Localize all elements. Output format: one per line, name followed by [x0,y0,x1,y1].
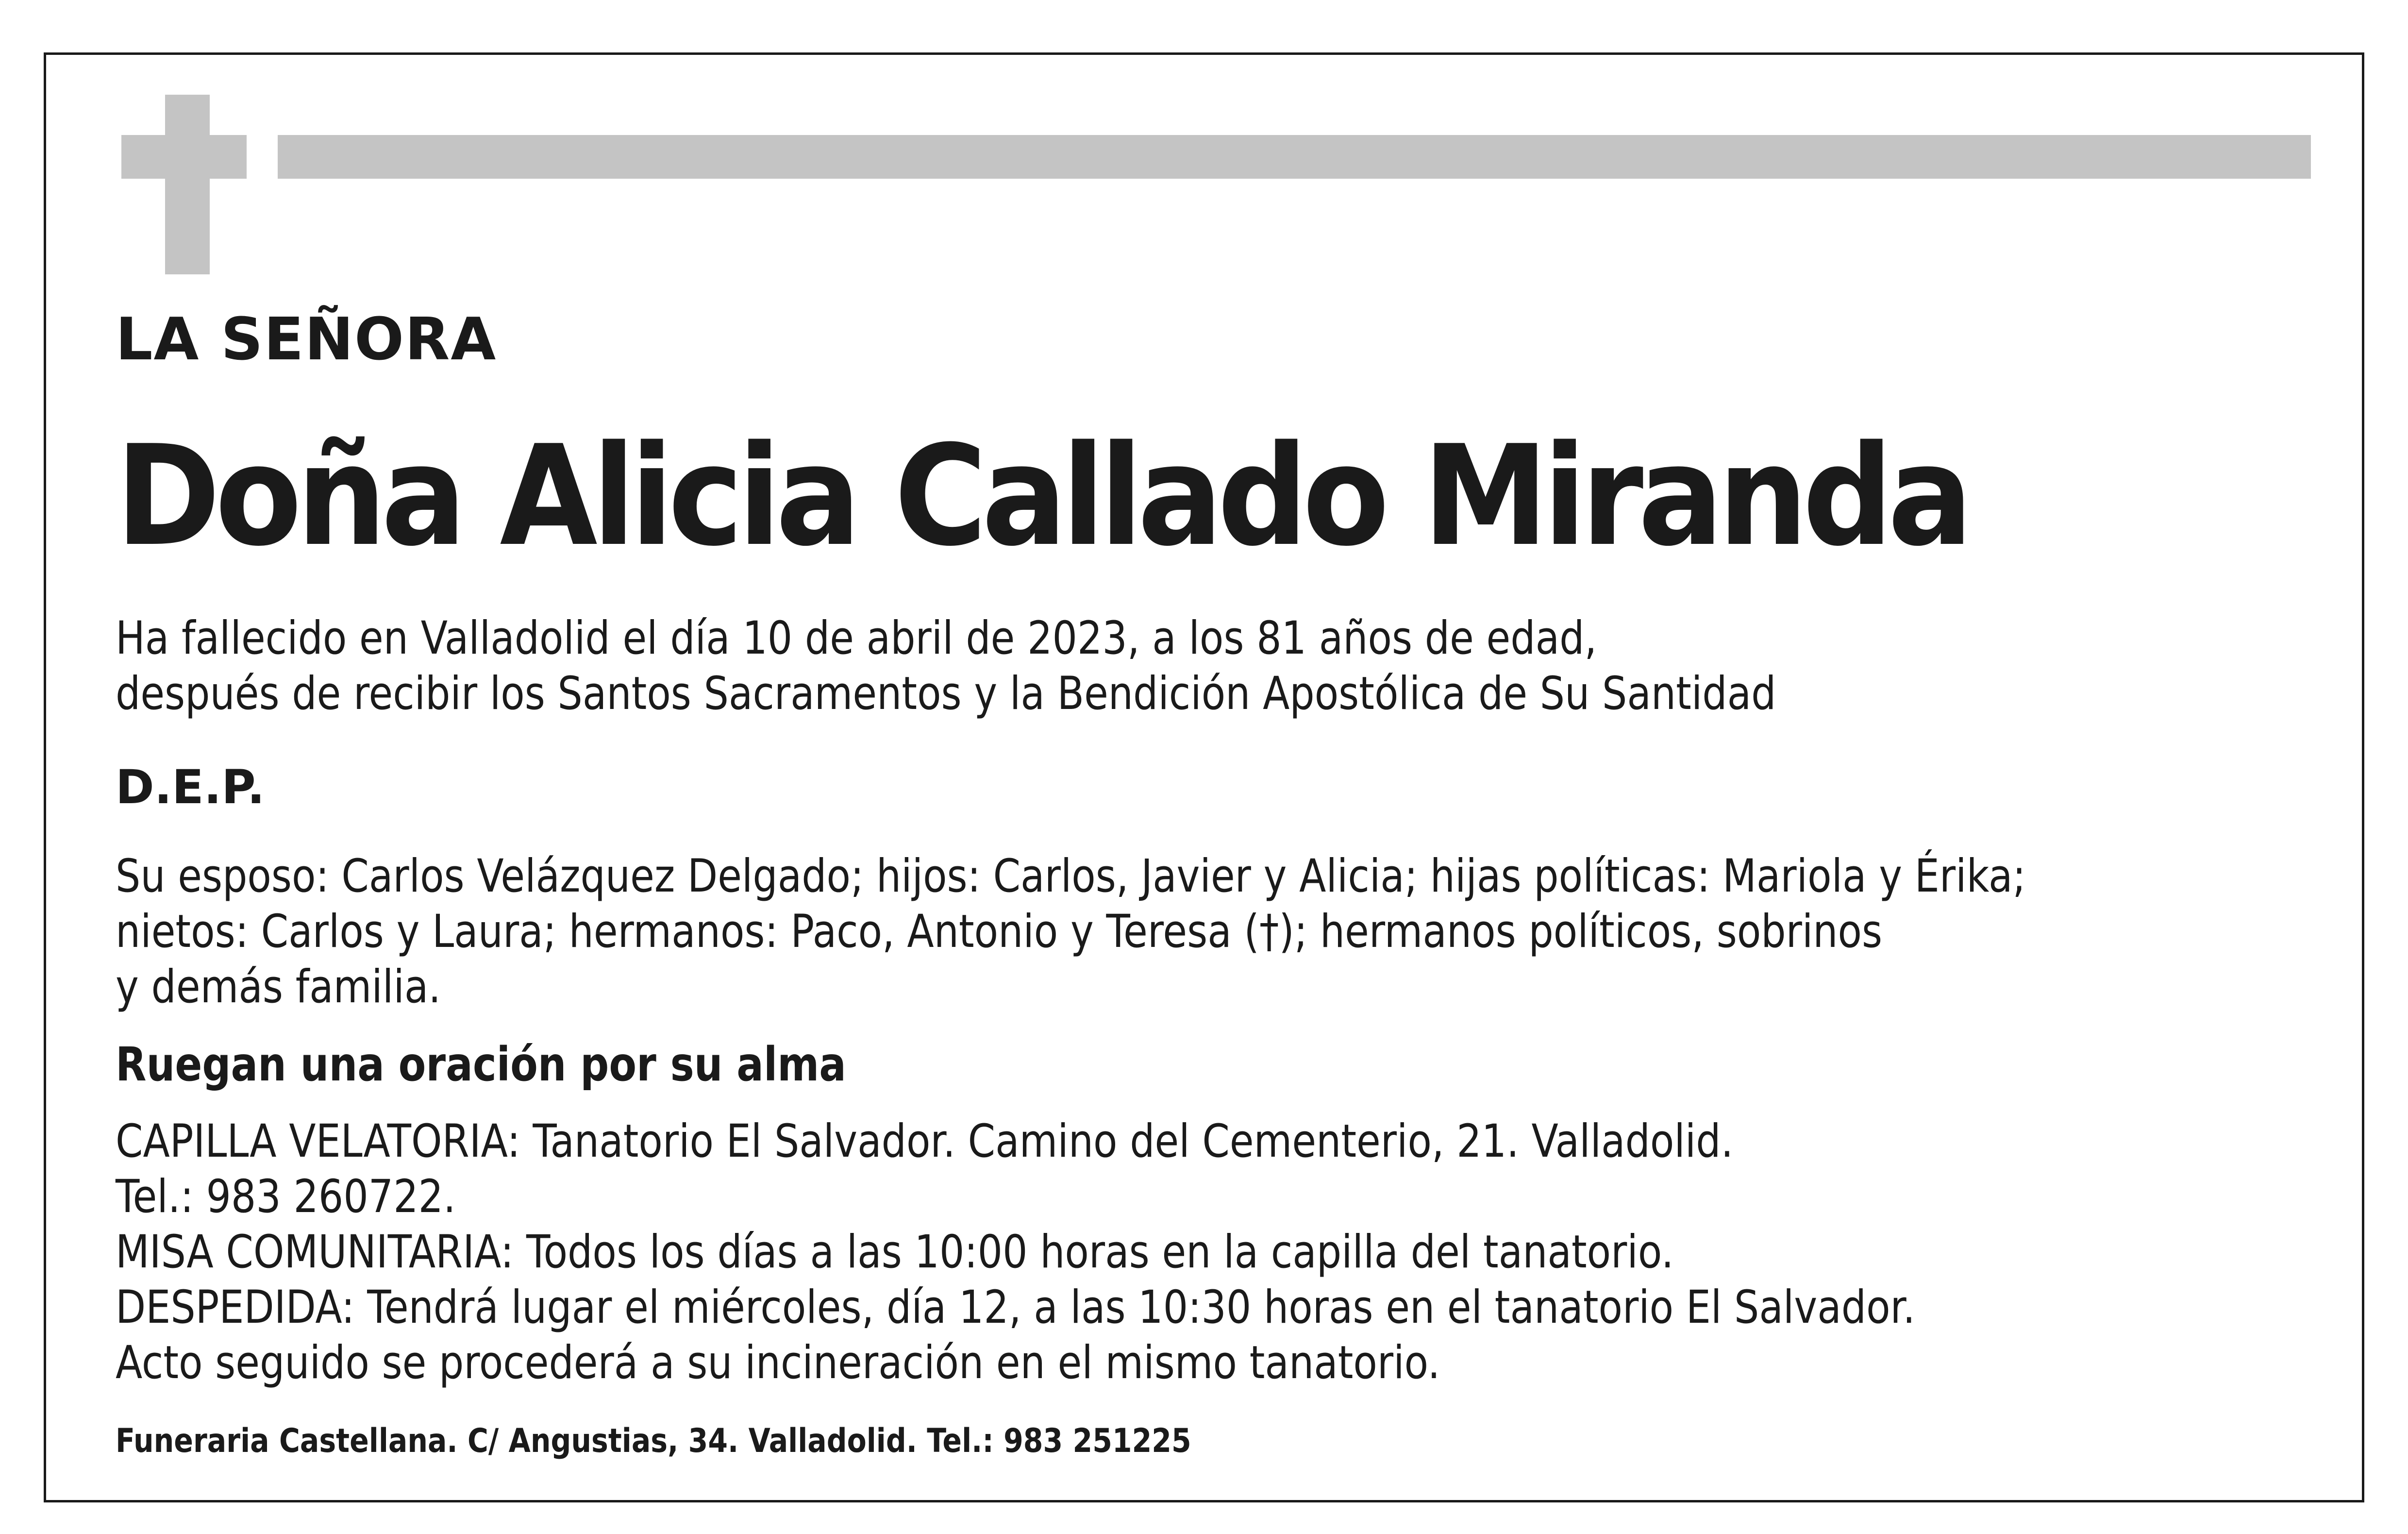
family-line: Su esposo: Carlos Velázquez Delgado; hijos: Carlos, Javier y Alicia; hijas políticas: Mariola y Érika; [116,850,2026,903]
family-line: nietos: Carlos y Laura; hermanos: Paco, Antonio y Teresa (†); hermanos políticos, sobrinos [116,905,1883,958]
intro-paragraph [116,611,1776,722]
service-line: Acto seguido se procederá a su incineración en el mismo tanatorio. [116,1336,1440,1389]
prayer-request: Ruegan una oración por su alma [116,1037,846,1092]
services-paragraph [116,1114,1915,1391]
service-line: MISA COMUNITARIA: Todos los días a las 10:00 horas en la capilla del tanatorio. [116,1226,1674,1279]
service-line: DESPEDIDA: Tendrá lugar el miércoles, día 12, a las 10:30 horas en el tanatorio El Salvador. [116,1281,1916,1334]
cross-vertical-bar [165,95,210,274]
service-line: CAPILLA VELATORIA: Tanatorio El Salvador. Camino del Cementerio, 21. Valladolid. [116,1115,1734,1168]
title-prefix: LA SEÑORA [116,306,497,373]
funeral-home-footer: Funeraria Castellana. C/ Angustias, 34. Valladolid. Tel.: 983 251225 [116,1422,1191,1460]
dep-label: D.E.P. [116,760,265,814]
family-line: y demás familia. [116,961,441,1013]
family-paragraph [116,849,2026,1015]
service-line: Tel.: 983 260722. [116,1170,456,1223]
header-rule [278,135,2311,179]
deceased-name: Doña Alicia Callado Miranda [116,416,1968,577]
intro-line: Ha fallecido en Valladolid el día 10 de abril de 2023, a los 81 años de edad, [116,612,1597,665]
intro-line: después de recibir los Santos Sacramentos y la Bendición Apostólica de Su Santidad [116,667,1776,720]
cross-horizontal-bar [121,135,247,179]
